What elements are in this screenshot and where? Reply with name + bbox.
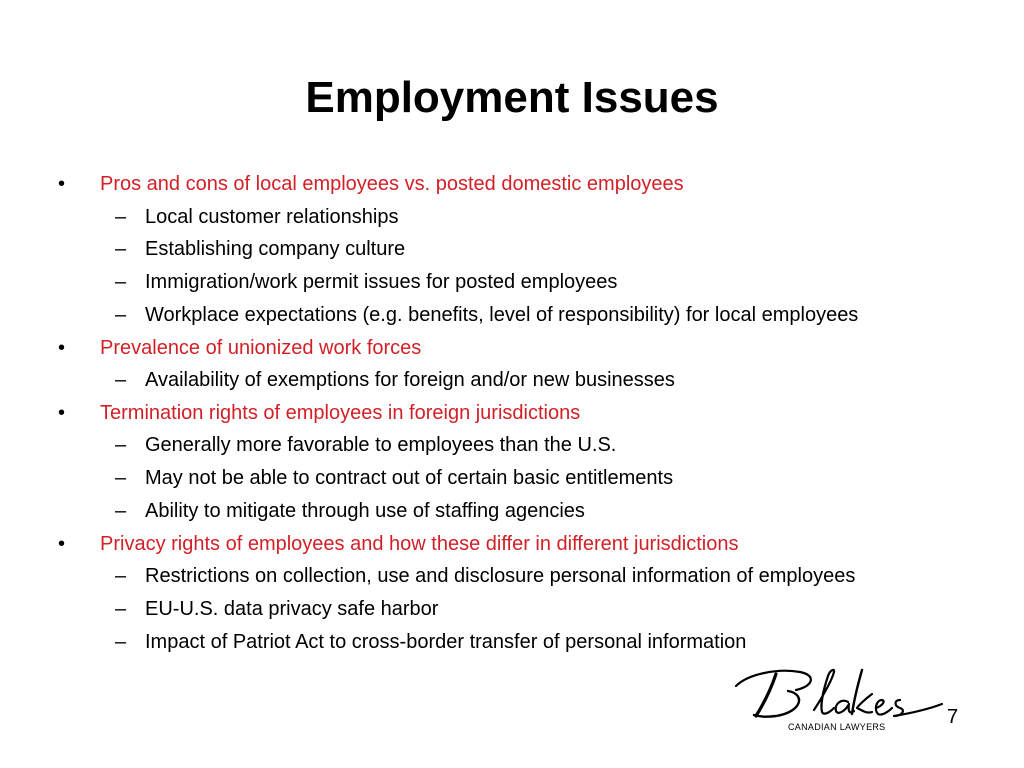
- sub-bullet-item: [58, 462, 988, 495]
- sub-bullet-item: [58, 266, 988, 299]
- sub-bullet-item: [58, 429, 988, 462]
- sub-bullet-text: EU-U.S. data privacy safe harbor: [145, 598, 439, 621]
- sub-bullet-marker: –: [115, 630, 127, 653]
- sub-bullet-text: Establishing company culture: [145, 238, 406, 261]
- bullet-item: [58, 168, 988, 201]
- sub-bullet-item: [58, 495, 988, 528]
- bullet-item: [58, 397, 988, 430]
- sub-bullet-item: [58, 593, 988, 626]
- sub-bullet-text: Workplace expectations (e.g. benefits, level of responsibility) for local employees: [145, 303, 859, 326]
- sub-bullet-text: Restrictions on collection, use and disclosure personal information of employees: [145, 565, 856, 588]
- bullet-text: Prevalence of unionized work forces: [100, 336, 422, 359]
- sub-bullet-marker: –: [115, 467, 127, 490]
- sub-bullet-item: [58, 233, 988, 266]
- sub-bullet-item: [58, 201, 988, 234]
- sub-bullet-text: Immigration/work permit issues for posted employees: [145, 271, 618, 294]
- bullet-marker: •: [58, 173, 66, 195]
- sub-bullet-marker: –: [115, 303, 127, 326]
- blakes-logo-mark: [730, 664, 945, 724]
- bullet-text: Pros and cons of local employees vs. posted domestic employees: [100, 173, 684, 195]
- blakes-logo: [730, 664, 945, 734]
- sub-bullet-text: Local customer relationships: [145, 205, 399, 228]
- sub-bullet-marker: –: [115, 271, 127, 294]
- sub-bullet-item: [58, 299, 988, 332]
- sub-bullet-marker: –: [115, 369, 127, 392]
- bullet-marker: •: [58, 401, 66, 424]
- sub-bullet-text: Impact of Patriot Act to cross-border transfer of personal information: [145, 630, 747, 653]
- sub-bullet-text: May not be able to contract out of certain basic entitlements: [145, 467, 674, 490]
- sub-bullet-text: Availability of exemptions for foreign and/or new businesses: [145, 369, 675, 392]
- bullet-text: Privacy rights of employees and how these differ in different jurisdictions: [100, 532, 739, 555]
- sub-bullet-marker: –: [115, 205, 127, 228]
- logo-tagline: CANADIAN LAWYERS: [788, 722, 886, 732]
- sub-bullet-marker: –: [115, 598, 127, 621]
- bullet-marker: •: [58, 532, 66, 555]
- sub-bullet-text: Generally more favorable to employees than the U.S.: [145, 434, 617, 457]
- sub-bullet-item: [58, 626, 988, 659]
- sub-bullet-item: [58, 364, 988, 397]
- slide-title: Employment Issues: [305, 73, 719, 122]
- sub-bullet-marker: –: [115, 238, 127, 261]
- sub-bullet-marker: –: [115, 434, 127, 457]
- bullet-marker: •: [58, 336, 66, 359]
- bullet-item: [58, 528, 988, 561]
- sub-bullet-marker: –: [115, 565, 127, 588]
- bullet-item: [58, 332, 988, 365]
- bullet-text: Termination rights of employees in foreign jurisdictions: [100, 401, 581, 424]
- sub-bullet-item: [58, 560, 988, 593]
- sub-bullet-marker: –: [115, 500, 127, 523]
- bullet-list: [58, 168, 988, 659]
- sub-bullet-text: Ability to mitigate through use of staffing agencies: [145, 500, 585, 523]
- page-number: 7: [947, 706, 959, 728]
